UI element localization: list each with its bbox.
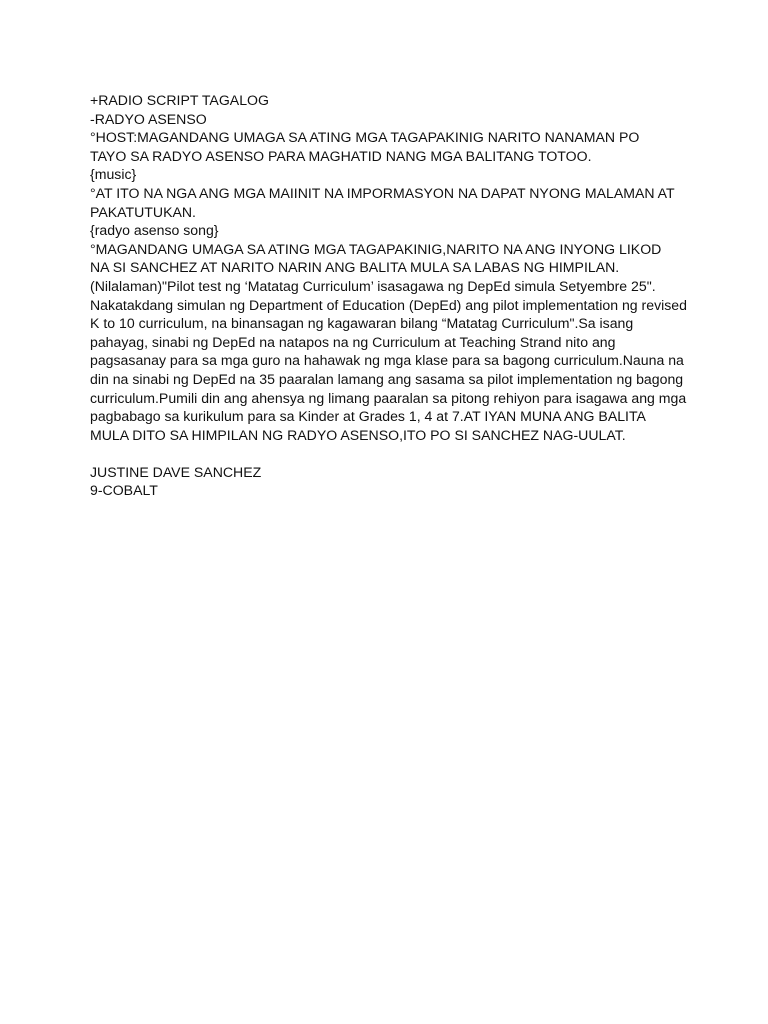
news-body-line-7: curriculum.Pumili din ang ahensya ng limang paaralan sa pitong rehiyon para isagawa ang mga: [90, 389, 687, 406]
station-name: -RADYO ASENSO: [90, 110, 207, 127]
news-body-line-6: din na sinabi ng DepEd na 35 paaralan lamang ang sasama sa pilot implementation ng bagong: [90, 370, 684, 387]
reporter-intro-line-1: °MAGANDANG UMAGA SA ATING MGA TAGAPAKINIG,NARITO NA ANG INYONG LIKOD: [90, 240, 662, 257]
host-intro-line-2: TAYO SA RADYO ASENSO PARA MAGHATID NANG MGA BALITANG TOTOO.: [90, 147, 592, 164]
document-page: [90, 91, 690, 500]
paragraph-spacer: [90, 444, 690, 463]
host-intro-line-1: °HOST:MAGANDANG UMAGA SA ATING MGA TAGAPAKINIG NARITO NANAMAN PO: [90, 129, 640, 146]
news-body-line-4: pahayag, sinabi ng DepEd na natapos na ng Curriculum at Teaching Strand nito ang: [90, 333, 616, 350]
song-cue: {radyo asenso song}: [90, 222, 219, 239]
script-title: +RADIO SCRIPT TAGALOG: [90, 92, 269, 108]
reporter-intro-line-2: NA SI SANCHEZ AT NARITO NARIN ANG BALITA MULA SA LABAS NG HIMPILAN.: [90, 259, 620, 276]
news-body-line-3: K to 10 curriculum, na binansagan ng kagawaran bilang “Matatag Curriculum".Sa isang: [90, 315, 634, 332]
music-cue: {music}: [90, 166, 137, 183]
announcement-line-1: °AT ITO NA NGA ANG MGA MAIINIT NA IMPORMASYON NA DAPAT NYONG MALAMAN AT: [90, 184, 675, 201]
news-body-line-1: (Nilalaman)"Pilot test ng ‘Matatag Curriculum’ isasagawa ng DepEd simula Setyembre 25".: [90, 277, 656, 294]
news-body-line-8: pagbabago sa kurikulum para sa Kinder at Grades 1, 4 at 7.AT IYAN MUNA ANG BALITA: [90, 408, 646, 425]
news-body-line-9: MULA DITO SA HIMPILAN NG RADYO ASENSO,ITO PO SI SANCHEZ NAG-UULAT.: [90, 426, 626, 443]
author-name: JUSTINE DAVE SANCHEZ: [90, 463, 262, 480]
news-body-line-5: pagsasanay para sa mga guro na hahawak ng mga klase para sa bagong curriculum.Nauna na: [90, 352, 684, 369]
author-section: 9-COBALT: [90, 482, 158, 499]
news-body-line-2: Nakatakdang simulan ng Department of Education (DepEd) ang pilot implementation ng revised: [90, 296, 687, 313]
announcement-line-2: PAKATUTUKAN.: [90, 203, 196, 220]
